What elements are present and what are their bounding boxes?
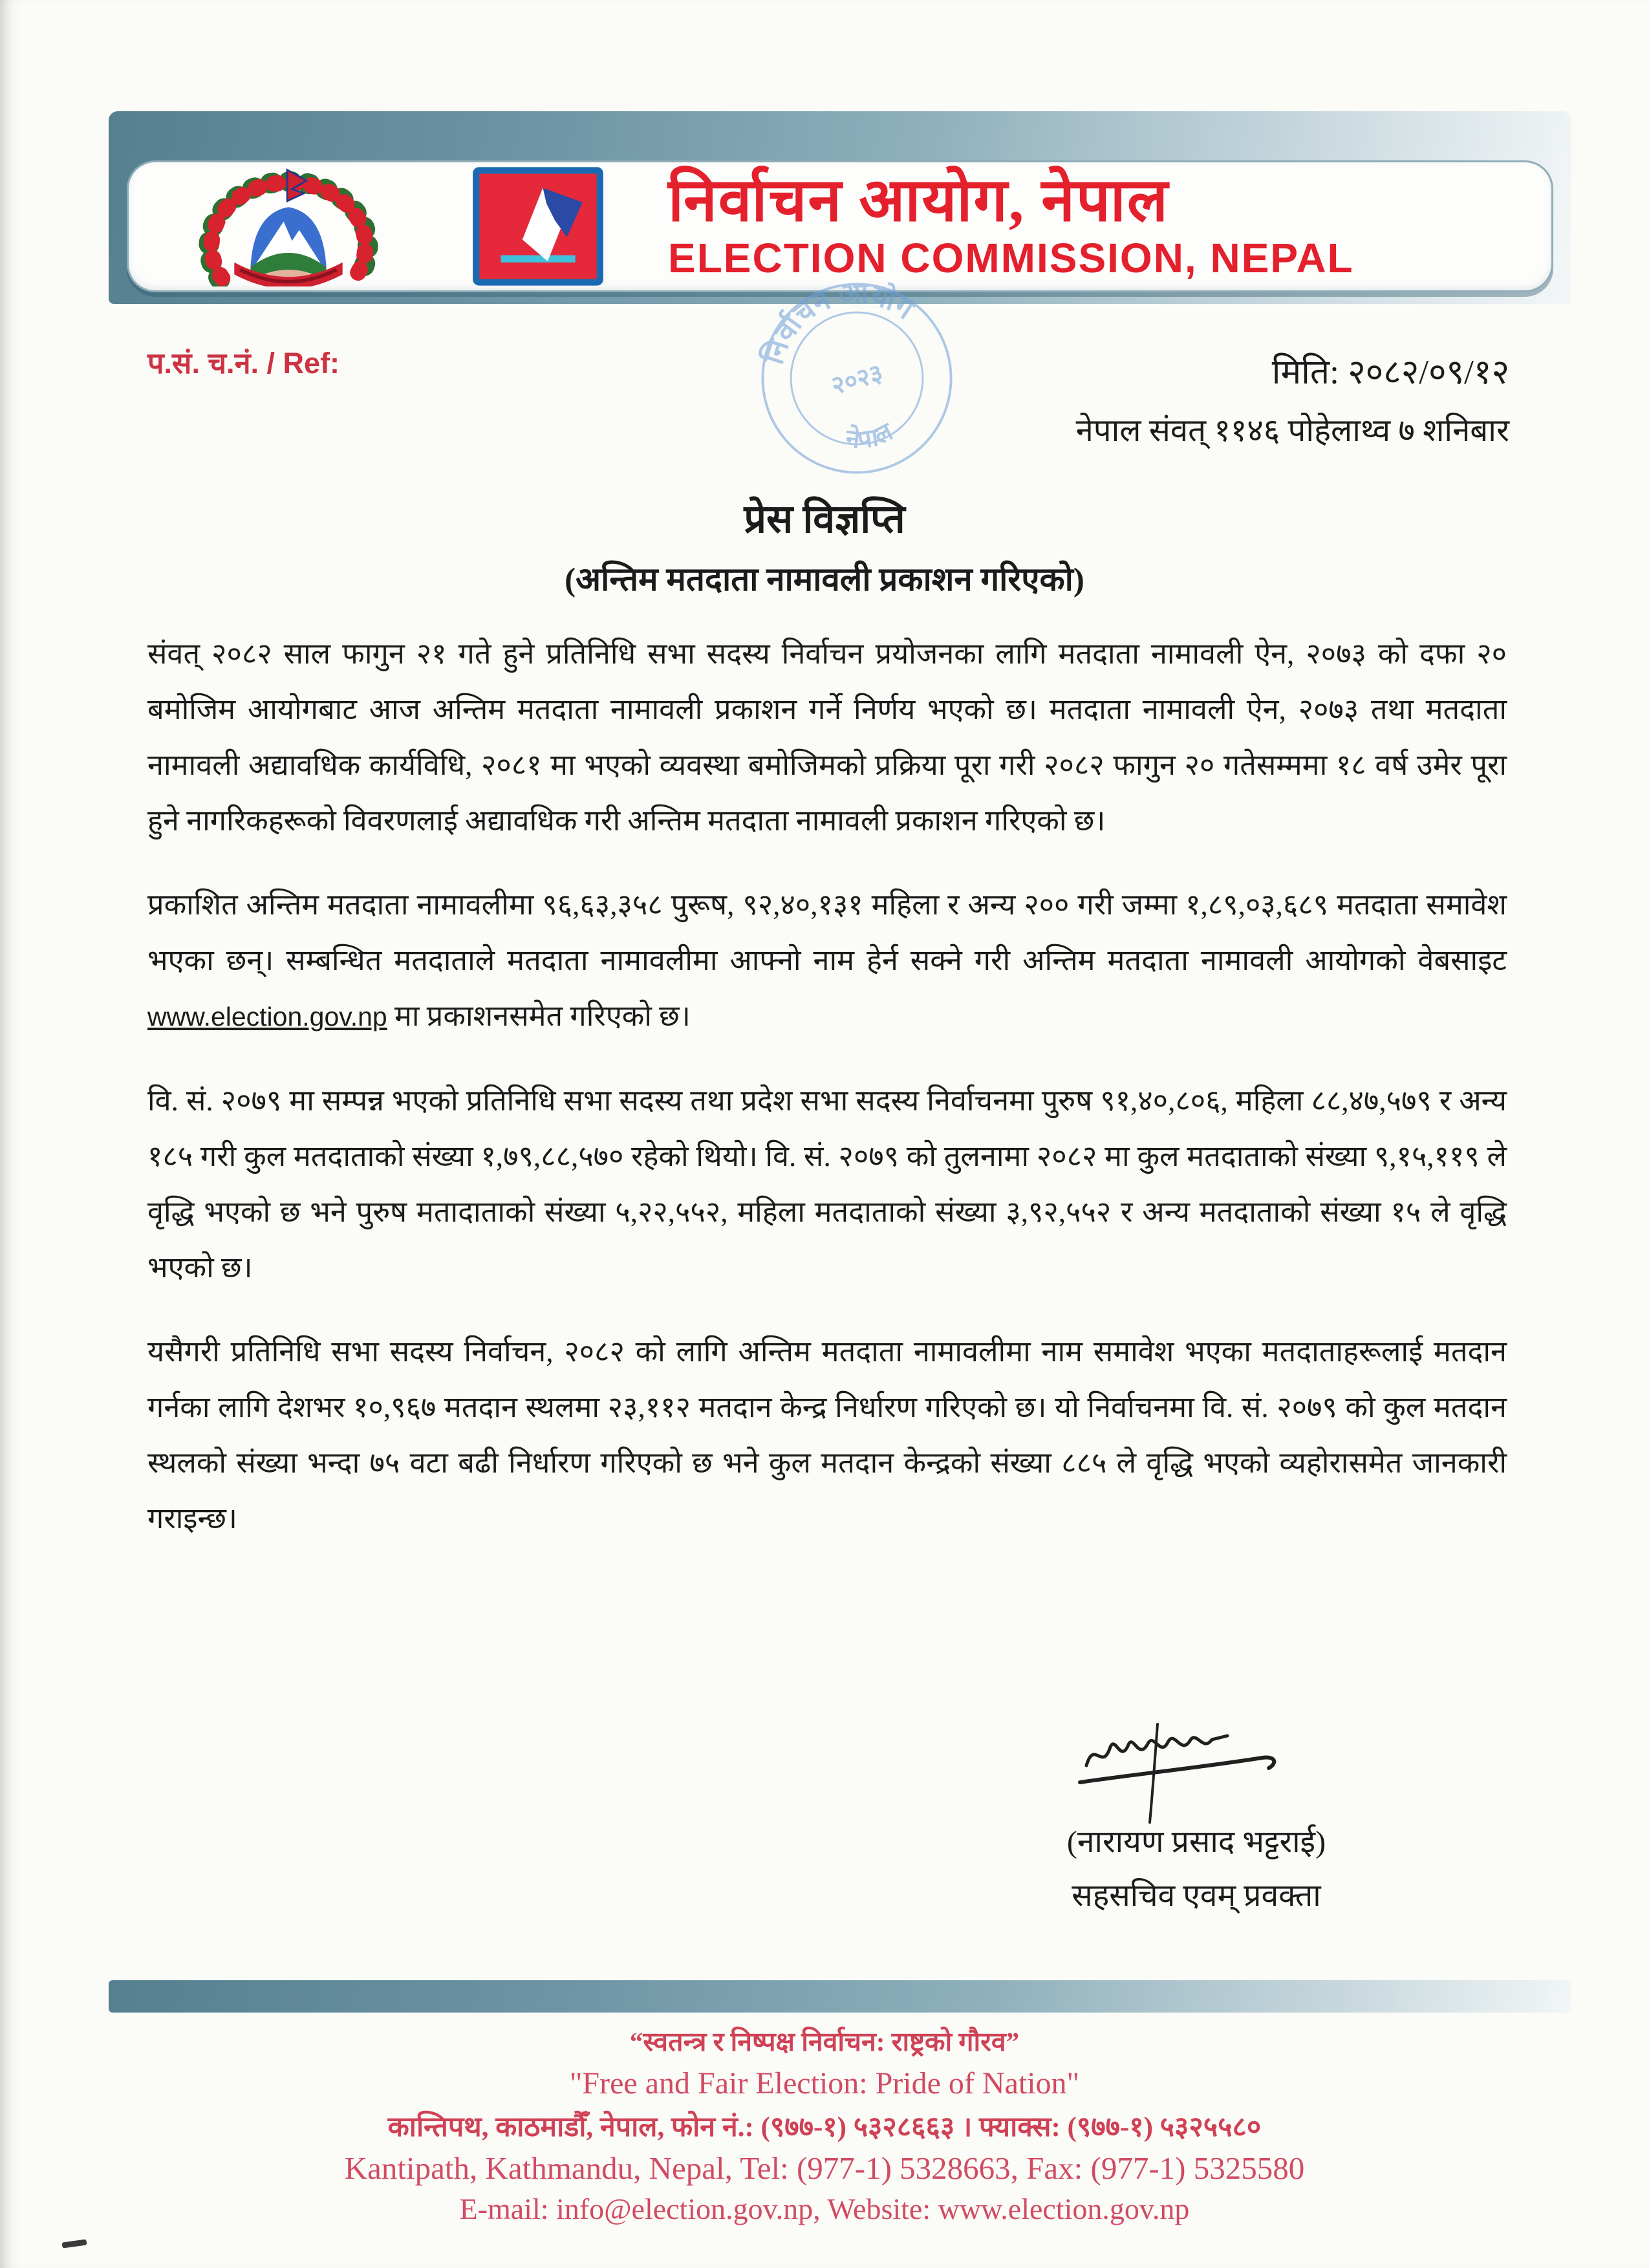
stamp-text-top: निर्वाचन आयोग [757, 276, 920, 369]
scan-artifact-mark [62, 2239, 87, 2248]
footer-contact-line: E-mail: info@election.gov.np, Website: www.election.gov.np [459, 2192, 1190, 2225]
stamp-text-bottom: नेपाल [844, 417, 898, 455]
footer [0, 2023, 1649, 2226]
paragraph-2 [147, 877, 1507, 1044]
footer-gradient-band [109, 1980, 1571, 2013]
date-nepal-sambat: नेपाल संवत् ११४६ पोहेलाथ्व ७ शनिबार [1075, 413, 1509, 448]
footer-motto-english: "Free and Fair Election: Pride of Nation" [569, 2066, 1080, 2101]
footer-motto-nepali: “स्वतन्त्र र निष्पक्ष निर्वाचन: राष्ट्रको गौरव” [629, 2027, 1020, 2057]
document-subtitle: (अन्तिम मतदाता नामावली प्रकाशन गरिएको) [565, 562, 1084, 598]
press-release-body [147, 626, 1507, 1575]
reference-number-label: प.सं. च.नं. / Ref: [147, 347, 340, 380]
paragraph-3: वि. सं. २०७९ मा सम्पन्न भएको प्रतिनिधि सभा सदस्य तथा प्रदेश सभा सदस्य निर्वाचनमा पुरुष ९१,४०,८०६, महिला ८८,४७,५७९ र अन्य १८५ गरी कुल मतदाताको संख्या १,७९,८८,५७० रहेको थियो। वि. सं. २०७९ को तुलनामा २०८२ मा कुल मतदाताको संख्या ९,१५,११९ ले वृद्धि भएको छ भने पुरुष मतादाताको संख्या ५,२२,५५२, महिला मतदाताको संख्या ३,९२,५५२ र अन्य मतदाताको संख्या १५ ले वृद्धि भएको छ। [147, 1085, 1507, 1284]
website-link[interactable]: www.election.gov.np [147, 1002, 387, 1031]
document-title: प्रेस विज्ञप्ति [744, 498, 905, 541]
handwritten-signature-icon [1054, 1720, 1339, 1824]
date-bs: मिति: २०८२/०९/१२ [1271, 354, 1509, 391]
signature-block [1009, 1720, 1384, 1916]
paragraph-4: यसैगरी प्रतिनिधि सभा सदस्य निर्वाचन, २०८२ को लागि अन्तिम मतदाता नामावलीमा नाम समावेश भएका मतदाताहरूलाई मतदान गर्नका लागि देशभर १०,९६७ मतदान स्थलमा २३,११२ मतदान केन्द्र निर्धारण गरिएको छ। यो निर्वाचनमा वि. सं. २०७९ को कुल मतदान स्थलको संख्या भन्दा ७५ वटा बढी निर्धारण गरिएको छ भने कुल मतदान केन्द्रको संख्या ८८५ ले वृद्धि भएको व्यहोरासमेत जानकारी गराइन्छ। [147, 1335, 1507, 1535]
org-name-english: ELECTION COMMISSION, NEPAL [668, 235, 1354, 282]
date-block [1076, 347, 1509, 451]
nepal-coat-of-arms-icon [182, 166, 395, 286]
svg-text:नेपाल [836, 411, 900, 461]
org-name-nepali: निर्वाचन आयोग, नेपाल [668, 167, 1169, 234]
paragraph-2-text-after: मा प्रकाशनसमेत गरिएको छ। [387, 1000, 691, 1032]
paragraph-1: संवत् २०८२ साल फागुन २१ गते हुने प्रतिनिधि सभा सदस्य निर्वाचन प्रयोजनका लागि मतदाता नामावली ऐन, २०७३ को दफा २० बमोजिम आयोगबाट आज अन्तिम मतदाता नामावली प्रकाशन गर्ने निर्णय भएको छ। मतदाता नामावली ऐन, २०७३ तथा मतदाता नामावली अद्यावधिक कार्यविधि, २०८१ मा भएको व्यवस्था बमोजिमको प्रक्रिया पूरा गरी २०८२ फागुन २० गतेसम्ममा १८ वर्ष उमेर पूरा हुने नागरिकहरूको विवरणलाई अद्यावधिक गरी अन्तिम मतदाता नामावली प्रकाशन गरिएको छ। [147, 638, 1507, 837]
org-titles [668, 167, 1354, 283]
election-commission-logo-icon [469, 166, 607, 286]
signatory-designation: सहसचिव एवम् प्रवक्ता [1072, 1879, 1321, 1913]
stamp-year: २०२३ [828, 359, 887, 400]
footer-address-nepali: कान्तिपथ, काठमाडौँ, नेपाल, फोन नं.: (९७७-१) ५३२८६६३ । फ्याक्स: (९७७-१) ५३२५५८० [387, 2112, 1262, 2143]
signatory-name: (नारायण प्रसाद भट्टराई) [1066, 1825, 1326, 1859]
paragraph-2-text-before: प्रकाशित अन्तिम मतदाता नामावलीमा ९६,६३,३५८ पुरूष, ९२,४०,१३१ महिला र अन्य २०० गरी जम्मा १,८९,०३,६८९ मतदाता समावेश भएका छन्। सम्बन्धित मतदाताले मतदाता नामावलीमा आफ्नो नाम हेर्न सक्ने गरी अन्तिम मतदाता नामावली आयोगको वेबसाइट [147, 889, 1507, 977]
footer-address-english: Kantipath, Kathmandu, Nepal, Tel: (977-1) 5328663, Fax: (977-1) 5325580 [344, 2150, 1305, 2186]
